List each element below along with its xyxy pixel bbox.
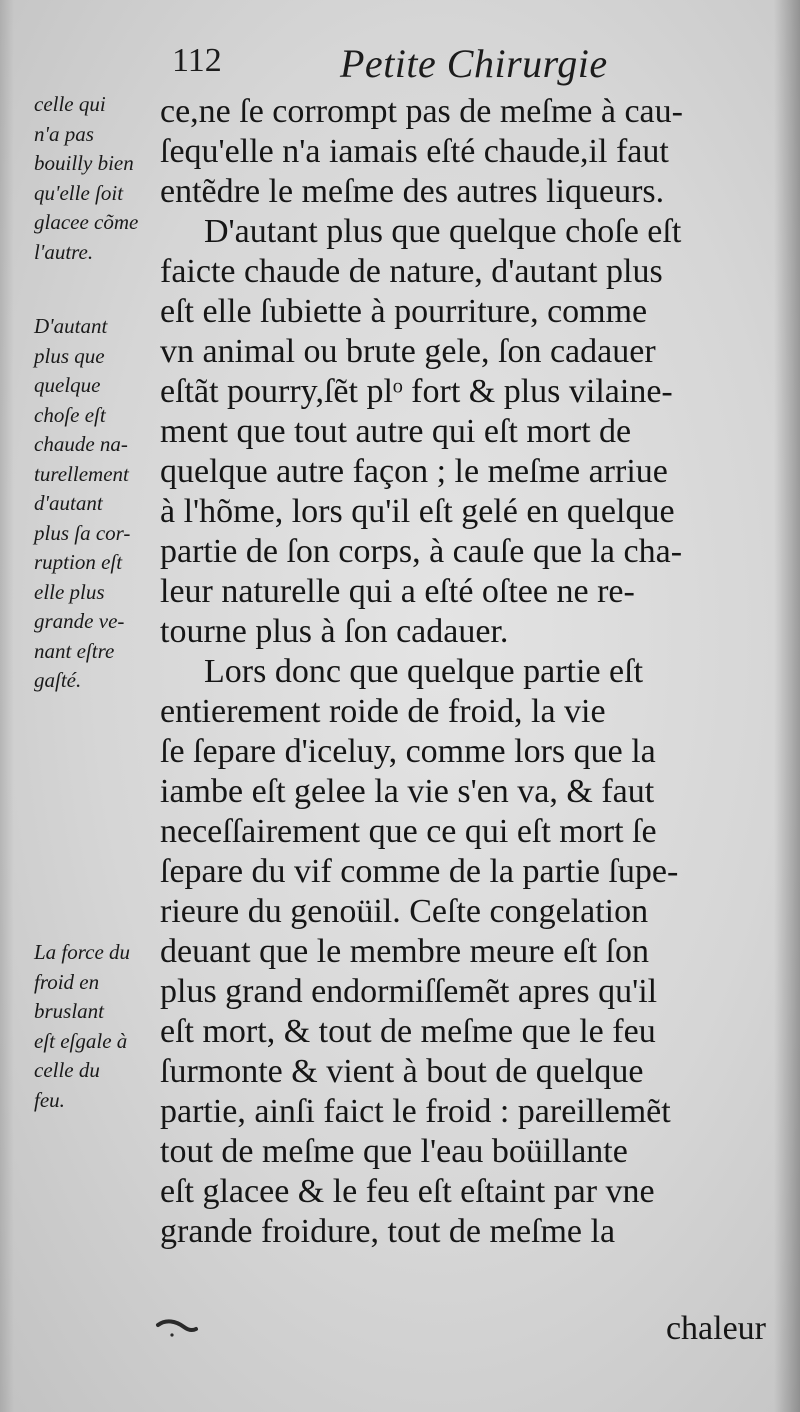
body-line: partie de ſon corps, à cauſe que la cha- bbox=[160, 533, 683, 570]
body-line: iambe eſt gelee la vie s'en va, & faut bbox=[160, 773, 655, 810]
margin-line: grande ve- bbox=[34, 609, 125, 633]
margin-note-3 bbox=[34, 938, 174, 1115]
body-line: eſt elle ſubiette à pourriture, comme bbox=[160, 293, 648, 330]
page-number: 112 bbox=[172, 42, 222, 79]
margin-line: plus que bbox=[34, 343, 105, 368]
catchword: chaleur bbox=[665, 1310, 766, 1347]
body-line: entierement roide de froid, la vie bbox=[160, 693, 606, 730]
margin-line: celle du bbox=[34, 1058, 100, 1082]
body-line: partie, ainſi faict le froid : pareillemẽt bbox=[160, 1093, 671, 1130]
body-line: tourne plus à ſon cadauer. bbox=[160, 613, 509, 650]
margin-line: bruslant bbox=[34, 999, 105, 1023]
body-line: ſurmonte & vient à bout de quelque bbox=[160, 1053, 644, 1090]
body-line: rieure du genoüil. Ceſte congelation bbox=[160, 893, 649, 930]
margin-line: choſe eſt bbox=[34, 402, 106, 427]
margin-line: eſt eſgale à bbox=[34, 1028, 128, 1053]
margin-line: La force du bbox=[34, 940, 131, 964]
body-line: eſt glacee & le feu eſt eſtaint par vne bbox=[160, 1173, 655, 1210]
body-line: ſepare du vif comme de la partie ſupe- bbox=[160, 853, 679, 890]
running-title: Petite Chirurgie bbox=[340, 41, 608, 86]
body-line: ce,ne ſe corrompt pas de meſme à cau- bbox=[160, 93, 683, 130]
margin-line: gaſté. bbox=[34, 668, 82, 692]
margin-line: elle plus bbox=[34, 579, 105, 604]
body-line: D'autant plus que quelque choſe eſt bbox=[204, 213, 682, 250]
margin-line: nant eſtre bbox=[34, 638, 115, 663]
page-edge-shadow-left bbox=[0, 0, 14, 1412]
body-line: grande froidure, tout de meſme la bbox=[160, 1213, 616, 1250]
body-line: vn animal ou brute gele, ſon cadauer bbox=[160, 333, 656, 370]
margin-line: glacee cõme bbox=[34, 210, 139, 234]
body-line: ſequ'elle n'a iamais eſté chaude,il faut bbox=[160, 133, 669, 170]
margin-line: d'autant bbox=[34, 491, 103, 515]
margin-line: ruption eſt bbox=[34, 550, 123, 574]
margin-line: feu. bbox=[34, 1087, 65, 1112]
body-line: tout de meſme que l'eau boüillante bbox=[160, 1133, 628, 1170]
body-line: ment que tout autre qui eſt mort de bbox=[160, 413, 632, 450]
body-line: eſtãt pourry,ſẽt plᵒ fort & plus vilaine- bbox=[160, 373, 673, 410]
body-line: entẽdre le meſme des autres liqueurs. bbox=[160, 173, 665, 210]
margin-line: turellement bbox=[34, 461, 129, 486]
margin-line: froid en bbox=[34, 969, 100, 994]
body-line: leur naturelle qui a eſté oſtee ne re- bbox=[160, 573, 635, 610]
margin-note-2 bbox=[34, 312, 174, 696]
body-line: à l'hõme, lors qu'il eſt gelé en quelque bbox=[160, 493, 675, 530]
margin-line: plus ſa cor- bbox=[34, 520, 131, 545]
margin-line: chaude na- bbox=[34, 432, 128, 456]
margin-line: n'a pas bbox=[34, 121, 94, 146]
body-text bbox=[160, 92, 780, 1252]
body-line: faicte chaude de nature, d'autant plus bbox=[160, 253, 663, 290]
ink-smudge bbox=[150, 1305, 210, 1345]
body-line: Lors donc que quelque partie eſt bbox=[204, 653, 644, 690]
margin-line: bouilly bien bbox=[34, 151, 134, 175]
margin-note-1 bbox=[34, 90, 174, 267]
margin-line: celle qui bbox=[34, 92, 106, 116]
margin-line: quelque bbox=[34, 373, 101, 397]
margin-line: D'autant bbox=[34, 314, 108, 338]
body-line: quelque autre façon ; le meſme arriue bbox=[160, 453, 668, 490]
body-line: plus grand endormiſſemẽt apres qu'il bbox=[160, 973, 658, 1010]
margin-line: qu'elle ſoit bbox=[34, 180, 124, 205]
body-line: deuant que le membre meure eſt ſon bbox=[160, 933, 650, 970]
page-header bbox=[0, 40, 800, 90]
body-line: neceſſairement que ce qui eſt mort ſe bbox=[160, 813, 657, 850]
margin-line: l'autre. bbox=[34, 239, 94, 264]
body-line: eſt mort, & tout de meſme que le feu bbox=[160, 1013, 656, 1050]
body-line: ſe ſepare d'iceluy, comme lors que la bbox=[160, 733, 656, 770]
